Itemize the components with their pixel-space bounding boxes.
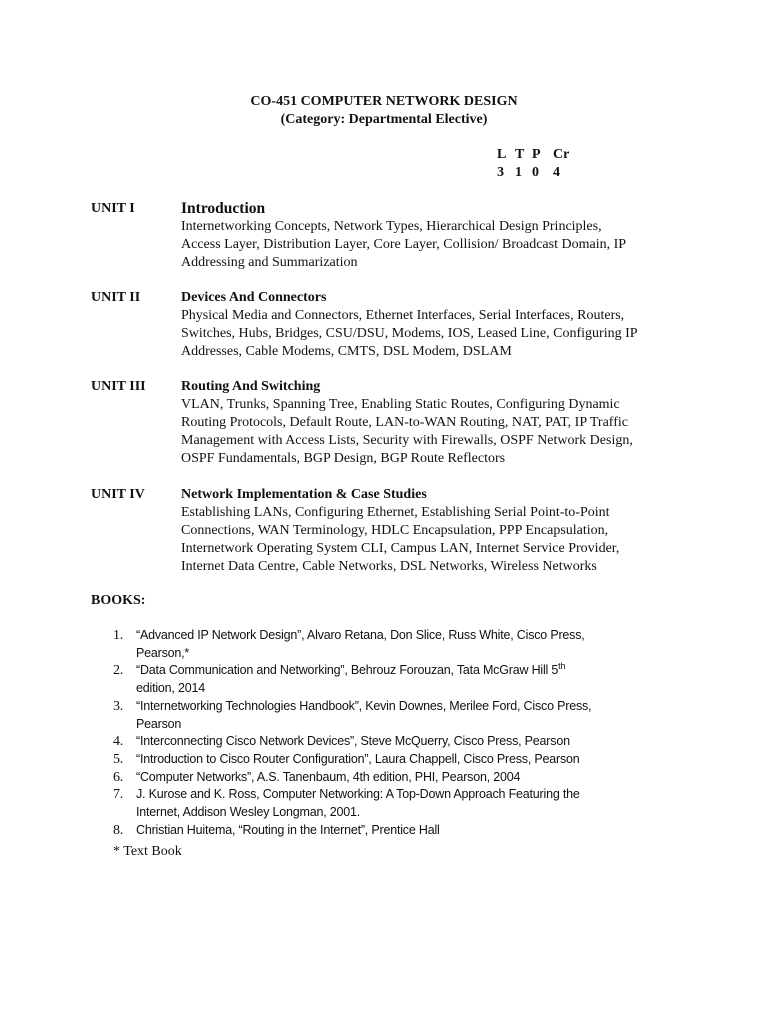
unit-label: UNIT I	[91, 201, 135, 216]
ltpc-header-l: L	[497, 147, 507, 162]
ltpc-value-cr: 4	[553, 165, 560, 180]
unit-label: UNIT II	[91, 290, 141, 305]
book-text-line: J. Kurose and K. Ross, Computer Networking: A Top-Down Approach Featuring the	[136, 787, 580, 802]
unit-text-line: Internetworking Concepts, Network Types, Hierarchical Design Principles,	[181, 219, 602, 234]
unit-heading: Routing And Switching	[181, 379, 321, 394]
book-text-line: “Internetworking Technologies Handbook”, Kevin Downes, Merilee Ford, Cisco Press,	[136, 698, 592, 713]
book-text-line: “Interconnecting Cisco Network Devices”, Steve McQuerry, Cisco Press, Pearson	[136, 734, 570, 749]
book-item	[113, 733, 673, 751]
unit-body	[181, 378, 691, 468]
book-text-line: edition, 2014	[136, 681, 205, 696]
book-number: 2.	[113, 663, 124, 679]
course-title: CO-451 COMPUTER NETWORK DESIGN	[250, 94, 518, 109]
ltpc-value-p: 0	[532, 165, 539, 180]
textbook-note: * Text Book	[113, 844, 182, 859]
unit-body	[181, 200, 691, 272]
unit-text-line: Establishing LANs, Configuring Ethernet, Establishing Serial Point-to-Point	[181, 505, 610, 520]
book-number: 4.	[113, 734, 124, 750]
ltpc-header-row	[497, 146, 573, 164]
course-category: (Category: Departmental Elective)	[280, 112, 488, 127]
book-number: 6.	[113, 769, 124, 785]
book-number: 7.	[113, 787, 124, 803]
book-number: 5.	[113, 751, 124, 767]
unit-heading: Network Implementation & Case Studies	[181, 487, 427, 502]
book-item	[113, 786, 673, 821]
ltpc-value-l: 3	[497, 165, 504, 180]
book-item	[113, 627, 673, 662]
unit-label: UNIT III	[91, 379, 146, 394]
unit-text-line: OSPF Fundamentals, BGP Design, BGP Route Reflectors	[181, 451, 506, 466]
unit-text-line: Connections, WAN Terminology, HDLC Encapsulation, PPP Encapsulation,	[181, 523, 609, 538]
unit-heading: Devices And Connectors	[181, 290, 327, 305]
book-text-line: Pearson	[136, 716, 182, 731]
books-list	[113, 627, 673, 839]
unit-label: UNIT IV	[91, 487, 145, 502]
unit-text-line: Internet Data Centre, Cable Networks, DSL Networks, Wireless Networks	[181, 559, 597, 574]
book-number: 3.	[113, 698, 124, 714]
book-text-line: “Introduction to Cisco Router Configuration”, Laura Chappell, Cisco Press, Pearson	[136, 751, 580, 766]
unit-text-line: Addressing and Summarization	[181, 255, 358, 270]
book-number: 1.	[113, 628, 124, 643]
ltpc-header-t: T	[515, 147, 525, 162]
unit-text-line: Access Layer, Distribution Layer, Core Layer, Collision/ Broadcast Domain, IP	[181, 237, 627, 252]
unit-text-line: Internetwork Operating System CLI, Campus LAN, Internet Service Provider,	[181, 541, 620, 556]
book-text-line	[136, 662, 673, 680]
books-heading: BOOKS:	[91, 593, 146, 608]
book-item	[113, 822, 673, 840]
ltpc-value-t: 1	[515, 165, 522, 180]
book-text-line: “Computer Networks”, A.S. Tanenbaum, 4th edition, PHI, Pearson, 2004	[136, 769, 521, 784]
unit-text-line: VLAN, Trunks, Spanning Tree, Enabling Static Routes, Configuring Dynamic	[181, 397, 620, 412]
unit-text-line: Management with Access Lists, Security with Firewalls, OSPF Network Design,	[181, 433, 633, 448]
ltpc-header-p: P	[532, 147, 541, 162]
unit-text-line: Addresses, Cable Modems, CMTS, DSL Modem, DSLAM	[181, 344, 512, 359]
book-number: 8.	[113, 822, 124, 838]
unit-body	[181, 486, 691, 576]
book-text-line: Internet, Addison Wesley Longman, 2001.	[136, 805, 361, 820]
book-item	[113, 751, 673, 769]
book-text-line: Pearson,*	[136, 645, 190, 660]
ltpc-header-cr: Cr	[553, 147, 570, 162]
unit-text-line: Routing Protocols, Default Route, LAN-to-WAN Routing, NAT, PAT, IP Traffic	[181, 415, 628, 430]
unit-body	[181, 289, 691, 361]
ordinal-suffix: th	[558, 661, 566, 672]
book-text-line: Christian Huitema, “Routing in the Internet”, Prentice Hall	[136, 822, 440, 837]
unit-text-line: Switches, Hubs, Bridges, CSU/DSU, Modems, IOS, Leased Line, Configuring IP	[181, 326, 638, 341]
unit-text-line: Physical Media and Connectors, Ethernet Interfaces, Serial Interfaces, Routers,	[181, 308, 625, 323]
book-text-line: “Advanced IP Network Design”, Alvaro Retana, Don Slice, Russ White, Cisco Press,	[136, 628, 585, 642]
book-item	[113, 769, 673, 787]
ltpc-values-row	[497, 164, 573, 182]
book-item	[113, 662, 673, 697]
book-text: “Data Communication and Networking”, Behrouz Forouzan, Tata McGraw Hill 5	[136, 663, 559, 678]
unit-heading: Introduction	[181, 200, 266, 217]
book-item	[113, 698, 673, 733]
